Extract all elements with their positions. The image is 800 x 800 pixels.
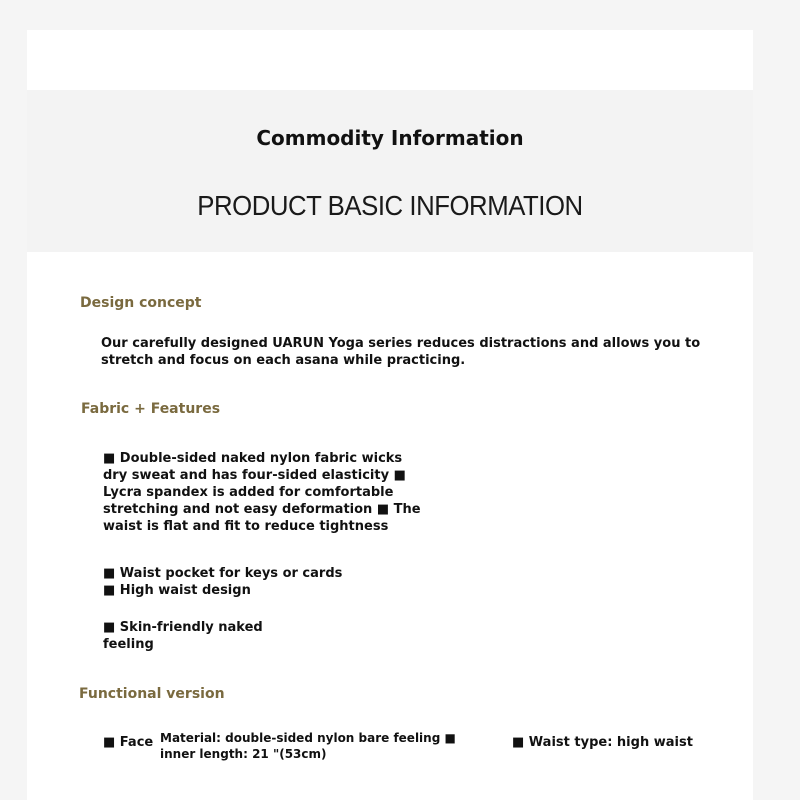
fabric-features-heading: Fabric + Features [81, 401, 221, 417]
fabric-features-block-1: ■ Double-sided naked nylon fabric wicks dry sweat and has four-sided elasticity ■ Lycra spandex is added for comfortable stretching and not easy deformation ■ The waist is flat and fit to reduce tightness [103, 451, 421, 534]
fabric-features-skin: ■ Skin-friendly naked feeling [103, 620, 263, 652]
design-concept-text: Our carefully designed UARUN Yoga series reduces distractions and allows you to stretch and focus on each asana while practicing. [101, 336, 701, 368]
functional-version-heading: Functional version [79, 686, 225, 702]
face-label: ■ Face [103, 735, 154, 750]
fabric-features-waist: ■ High waist design [103, 583, 251, 598]
page-subtitle: PRODUCT BASIC INFORMATION [197, 190, 583, 221]
waist-type-text: ■ Waist type: high waist [512, 735, 693, 750]
design-concept-heading: Design concept [80, 295, 202, 311]
fabric-features-pocket: ■ Waist pocket for keys or cards [103, 566, 343, 581]
material-text: Material: double-sided nylon bare feeling ■ inner length: 21 "(53cm) [160, 731, 456, 761]
page-title: Commodity Information [256, 126, 524, 150]
header-banner [27, 90, 753, 252]
